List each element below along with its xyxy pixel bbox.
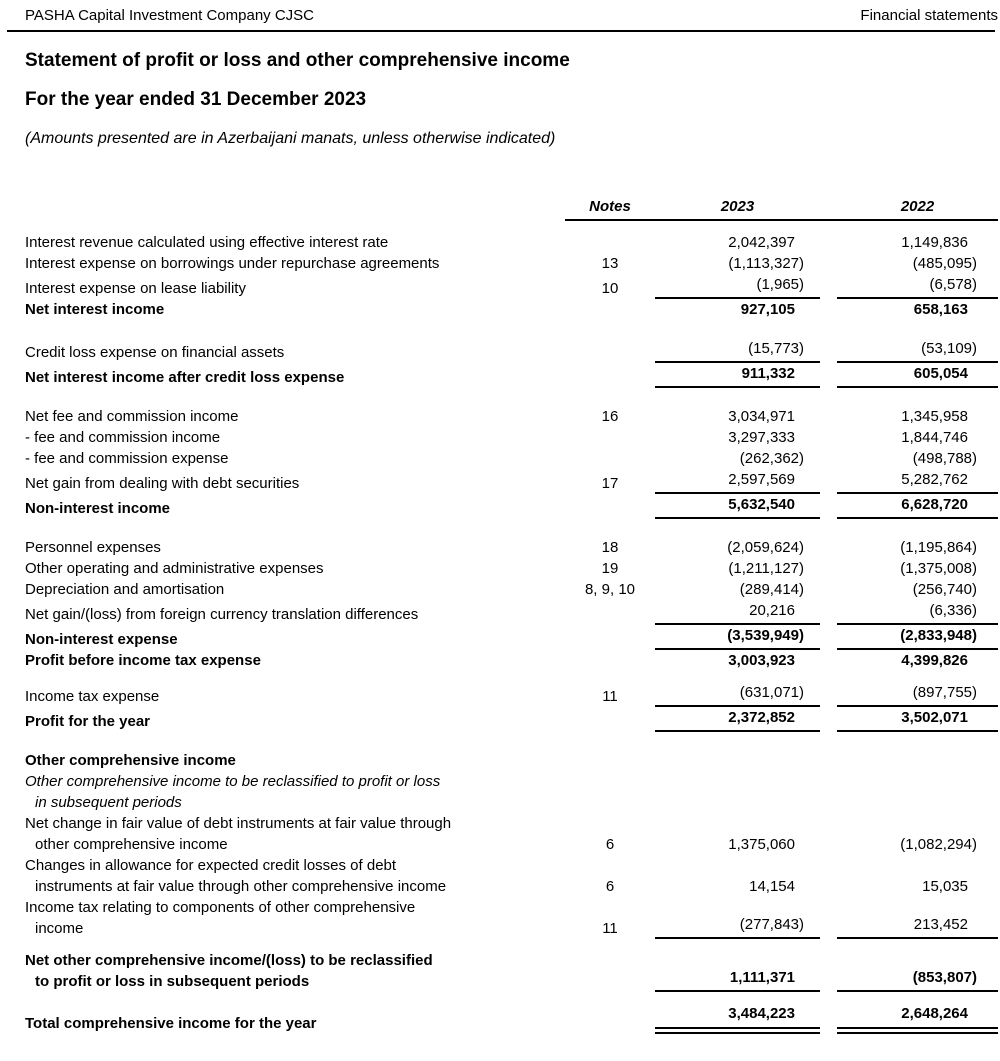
row-label: Income tax relating to components of other comprehensive [25, 899, 416, 916]
row-label: Non-interest expense [25, 631, 178, 648]
row-label-continued: instruments at fair value through other comprehensive income [35, 878, 447, 895]
row-label: Net gain from dealing with debt securities [25, 475, 300, 492]
company-name: PASHA Capital Investment Company CJSC [25, 7, 315, 24]
row-value-2022: 605,054 [837, 363, 998, 388]
row-label: - fee and commission expense [25, 450, 229, 467]
row-label: Other comprehensive income to be reclassified to profit or loss [25, 773, 441, 790]
table-body [25, 221, 998, 1034]
row-label-cell [25, 750, 565, 771]
row-note-ref: 11 [602, 688, 618, 705]
table-row [25, 950, 998, 992]
row-value-2022: (498,788) [912, 450, 977, 467]
row-label-cell [25, 342, 565, 363]
row-value-2022: 4,399,826 [901, 652, 968, 669]
row-note-ref: 16 [601, 408, 619, 425]
column-header-notes: Notes [589, 198, 631, 215]
row-label-cell [25, 427, 565, 448]
row-label-continued: income [35, 920, 84, 937]
table-row [25, 274, 998, 299]
row-label-cell [25, 498, 565, 519]
table-row [25, 579, 998, 600]
row-label: - fee and commission income [25, 429, 221, 446]
row-label-continued: other comprehensive income [35, 836, 228, 853]
table-row [25, 771, 998, 813]
row-value-2023: (15,773) [655, 338, 820, 363]
row-label-cell [25, 299, 565, 320]
row-label: Other comprehensive income [25, 752, 236, 769]
row-value-2022: (53,109) [837, 338, 998, 363]
row-label: Interest revenue calculated using effective interest rate [25, 234, 389, 251]
table-header-row [25, 196, 998, 221]
row-label-cell [25, 448, 565, 469]
row-value-2022: 213,452 [837, 914, 998, 939]
row-value-2023: (1,965) [655, 274, 820, 299]
row-label: Total comprehensive income for the year [25, 1015, 317, 1032]
table-row [25, 1003, 998, 1034]
column-header-2022: 2022 [900, 198, 935, 215]
row-value-2022: (485,095) [912, 255, 977, 272]
row-note-ref: 19 [601, 560, 619, 577]
row-label-continued: in subsequent periods [35, 794, 182, 811]
row-label: Interest expense on borrowings under repurchase agreements [25, 255, 440, 272]
row-value-2023: (3,539,949) [655, 625, 820, 650]
row-label-cell [25, 579, 565, 600]
header-right-label: Financial statements [860, 7, 998, 24]
row-label: Non-interest income [25, 500, 171, 517]
row-value-2023: 3,297,333 [728, 429, 795, 446]
row-label: Net gain/(loss) from foreign currency translation differences [25, 606, 419, 623]
row-note-ref: 13 [601, 255, 619, 272]
table-row [25, 537, 998, 558]
table-row [25, 232, 998, 253]
table-row [25, 253, 998, 274]
row-value-2022: 15,035 [922, 878, 968, 895]
row-value-2022: 3,502,071 [837, 707, 998, 732]
row-label: Net change in fair value of debt instruments at fair value through [25, 815, 452, 832]
row-label-cell [25, 950, 565, 992]
row-value-2023: 3,003,923 [728, 652, 795, 669]
row-label-cell [25, 650, 565, 671]
statement-title: Statement of profit or loss and other comprehensive income [25, 50, 570, 71]
row-label-cell [25, 367, 565, 388]
row-note-ref: 18 [601, 539, 619, 556]
row-value-2023: 14,154 [749, 878, 795, 895]
row-value-2022: 658,163 [913, 301, 968, 318]
document-header [25, 6, 998, 26]
table-row [25, 469, 998, 494]
row-label-cell [25, 537, 565, 558]
row-value-2023: (1,113,327) [728, 255, 804, 272]
row-value-2023: (262,362) [739, 450, 804, 467]
row-value-2023: 1,375,060 [728, 836, 795, 853]
row-label-cell [25, 855, 565, 897]
table-row [25, 299, 998, 320]
row-value-2022: 2,648,264 [837, 1003, 998, 1034]
row-value-2022: (1,195,864) [900, 539, 977, 556]
row-value-2023: 5,632,540 [655, 494, 820, 519]
table-row [25, 650, 998, 671]
row-label-cell [25, 253, 565, 274]
row-value-2023: (277,843) [655, 914, 820, 939]
row-label-cell [25, 629, 565, 650]
row-label-cell [25, 711, 565, 732]
table-row [25, 600, 998, 625]
row-value-2023: (289,414) [739, 581, 804, 598]
row-value-2022: (256,740) [912, 581, 977, 598]
row-value-2022: (6,336) [837, 600, 998, 625]
row-label-cell [25, 897, 565, 939]
row-value-2023: 2,372,852 [655, 707, 820, 732]
row-value-2022: (2,833,948) [837, 625, 998, 650]
row-label: Profit before income tax expense [25, 652, 261, 669]
row-value-2023: 2,597,569 [655, 469, 820, 494]
row-label: Other operating and administrative expenses [25, 560, 324, 577]
row-label-cell [25, 604, 565, 625]
row-label: Profit for the year [25, 713, 151, 730]
row-note-ref: 10 [601, 280, 619, 297]
table-row [25, 363, 998, 388]
row-value-2023: 927,105 [740, 301, 795, 318]
table-row [25, 427, 998, 448]
table-row [25, 448, 998, 469]
table-row [25, 855, 998, 897]
row-label: Income tax expense [25, 688, 160, 705]
column-header-2023: 2023 [720, 198, 755, 215]
table-row [25, 494, 998, 519]
row-value-2022: (6,578) [837, 274, 998, 299]
row-label: Interest expense on lease liability [25, 280, 246, 297]
table-row [25, 707, 998, 732]
row-value-2023: 1,111,371 [655, 967, 820, 992]
row-label: Credit loss expense on financial assets [25, 344, 285, 361]
row-value-2022: 6,628,720 [837, 494, 998, 519]
table-row [25, 813, 998, 855]
table-row [25, 682, 998, 707]
row-label-cell [25, 558, 565, 579]
statement-period: For the year ended 31 December 2023 [25, 89, 367, 110]
row-note-ref: 6 [605, 836, 615, 853]
row-value-2022: (853,807) [837, 967, 998, 992]
row-note-ref: 17 [601, 475, 619, 492]
row-label: Net fee and commission income [25, 408, 239, 425]
row-note-ref: 11 [602, 920, 618, 937]
row-label: Changes in allowance for expected credit losses of debt [25, 857, 397, 874]
row-label-cell [25, 686, 565, 707]
row-value-2022: (1,375,008) [900, 560, 977, 577]
row-label: Net interest income after credit loss expense [25, 369, 345, 386]
table-row [25, 406, 998, 427]
row-label-cell [25, 771, 565, 813]
statement-table [25, 196, 998, 1034]
amounts-note: (Amounts presented are in Azerbaijani manats, unless otherwise indicated) [25, 130, 556, 147]
column-gap [820, 196, 837, 217]
row-value-2022: (897,755) [837, 682, 998, 707]
row-value-2023: (631,071) [655, 682, 820, 707]
row-label-cell [25, 813, 565, 855]
row-label-cell [25, 278, 565, 299]
row-value-2023: 3,484,223 [655, 1003, 820, 1034]
row-label-cell [25, 232, 565, 253]
row-value-2023: 2,042,397 [728, 234, 795, 251]
row-value-2023: 20,216 [655, 600, 820, 625]
row-note-ref: 6 [605, 878, 615, 895]
row-value-2023: (1,211,127) [728, 560, 804, 577]
row-label: Personnel expenses [25, 539, 161, 556]
row-label-continued: to profit or loss in subsequent periods [35, 973, 310, 990]
row-value-2023: 911,332 [655, 363, 820, 388]
row-value-2023: 3,034,971 [728, 408, 795, 425]
row-value-2022: 1,345,958 [901, 408, 968, 425]
table-row [25, 558, 998, 579]
row-label-cell [25, 406, 565, 427]
row-value-2023: (2,059,624) [727, 539, 804, 556]
row-value-2022: 1,149,836 [901, 234, 968, 251]
table-row [25, 338, 998, 363]
table-row [25, 897, 998, 939]
row-value-2022: (1,082,294) [900, 836, 977, 853]
table-row [25, 625, 998, 650]
row-value-2022: 1,844,746 [901, 429, 968, 446]
header-divider [7, 30, 995, 32]
row-value-2022: 5,282,762 [837, 469, 998, 494]
table-row [25, 750, 998, 771]
row-label: Net interest income [25, 301, 165, 318]
row-label-cell [25, 473, 565, 494]
row-label-cell [25, 1013, 565, 1034]
row-label: Net other comprehensive income/(loss) to be reclassified [25, 952, 433, 969]
row-label: Depreciation and amortisation [25, 581, 225, 598]
row-note-ref: 8, 9, 10 [584, 581, 636, 598]
column-headers-group [565, 196, 998, 221]
